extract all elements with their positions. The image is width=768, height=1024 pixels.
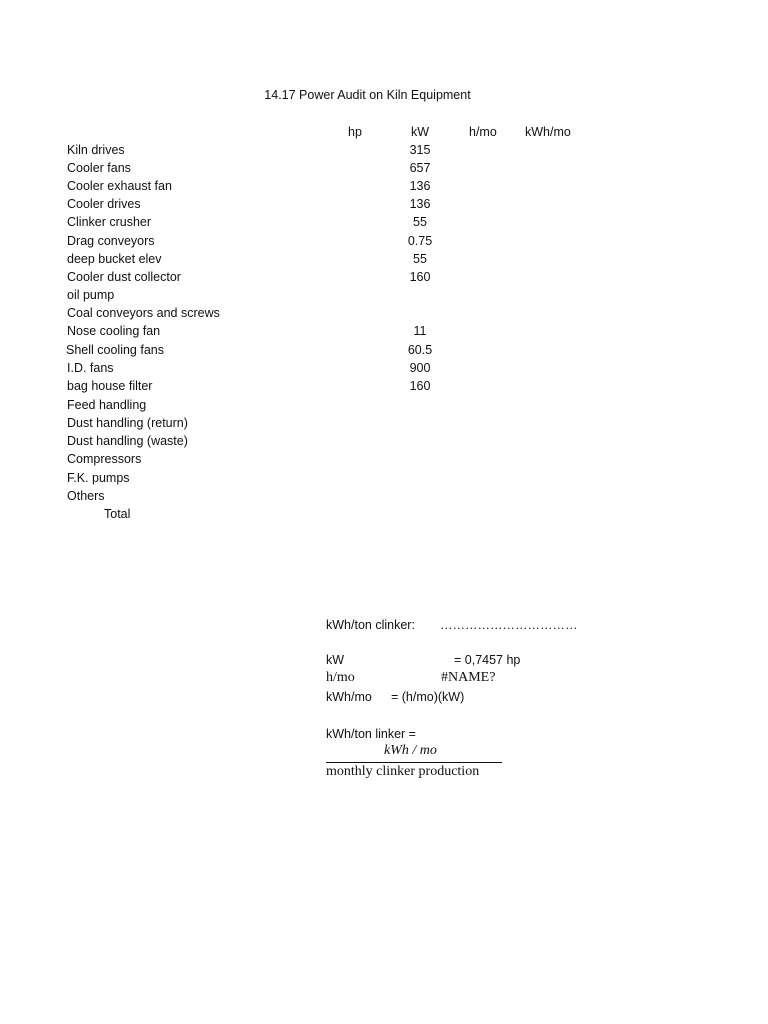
kw-value: 160 bbox=[409, 270, 431, 284]
fraction-line bbox=[326, 762, 502, 763]
equipment-label: Dust handling (return) bbox=[67, 416, 188, 430]
kwh-per-ton-label: kWh/ton clinker: bbox=[326, 618, 415, 632]
equipment-label: oil pump bbox=[67, 288, 115, 302]
table-row bbox=[0, 270, 768, 288]
table-row bbox=[0, 197, 768, 215]
column-header-kw: kW bbox=[411, 125, 430, 139]
kw-value: 55 bbox=[413, 252, 427, 266]
equipment-label: Cooler fans bbox=[67, 161, 131, 175]
kw-value: 136 bbox=[409, 197, 431, 211]
table-row bbox=[0, 379, 768, 397]
kwhmo-label: kWh/mo bbox=[326, 690, 372, 704]
equipment-label: Others bbox=[67, 489, 105, 503]
column-header-kwhmo: kWh/mo bbox=[525, 125, 571, 139]
kw-conversion: = 0,7457 hp bbox=[454, 653, 521, 667]
equipment-label: Coal conveyors and screws bbox=[67, 306, 220, 320]
equipment-label: deep bucket elev bbox=[67, 252, 162, 266]
equipment-label: Compressors bbox=[67, 452, 142, 466]
table-row bbox=[0, 343, 768, 361]
table-row bbox=[0, 416, 768, 434]
equipment-label: Cooler drives bbox=[67, 197, 141, 211]
kw-value: 160 bbox=[409, 379, 431, 393]
table-row bbox=[0, 143, 768, 161]
kw-value: 315 bbox=[409, 143, 431, 157]
table-row bbox=[0, 215, 768, 233]
equipment-label: Kiln drives bbox=[67, 143, 125, 157]
table-row bbox=[0, 288, 768, 306]
kw-value: 900 bbox=[409, 361, 431, 375]
table-row bbox=[0, 306, 768, 324]
formula-denominator: monthly clinker production bbox=[326, 764, 480, 779]
table-row bbox=[0, 361, 768, 379]
table-row bbox=[0, 234, 768, 252]
table-row bbox=[0, 179, 768, 197]
equipment-label: F.K. pumps bbox=[67, 471, 130, 485]
page-title: 14.17 Power Audit on Kiln Equipment bbox=[264, 88, 471, 102]
hmo-value: #NAME? bbox=[441, 670, 496, 685]
equipment-label: Feed handling bbox=[67, 398, 147, 412]
equipment-label: bag house filter bbox=[67, 379, 153, 393]
table-row bbox=[0, 398, 768, 416]
kwhmo-formula: = (h/mo)(kW) bbox=[391, 690, 465, 704]
equipment-label: Cooler dust collector bbox=[67, 270, 181, 284]
table-row bbox=[0, 324, 768, 342]
table-row bbox=[0, 434, 768, 452]
equipment-label: I.D. fans bbox=[67, 361, 114, 375]
equipment-label: Dust handling (waste) bbox=[67, 434, 188, 448]
kw-value: 60.5 bbox=[407, 343, 433, 357]
table-row-total bbox=[0, 507, 768, 525]
table-row bbox=[0, 471, 768, 489]
kwh-per-ton-value: …………………………… bbox=[440, 618, 578, 632]
table-row bbox=[0, 252, 768, 270]
kw-value: 657 bbox=[409, 161, 431, 175]
total-label: Total bbox=[104, 507, 131, 521]
hmo-label: h/mo bbox=[326, 670, 355, 685]
kw-value: 55 bbox=[413, 215, 427, 229]
equipment-label: Shell cooling fans bbox=[66, 343, 164, 357]
table-row bbox=[0, 489, 768, 507]
formula-numerator: kWh / mo bbox=[384, 743, 437, 758]
kw-value: 11 bbox=[413, 324, 427, 338]
column-header-hp: hp bbox=[348, 125, 362, 139]
table-row bbox=[0, 161, 768, 179]
kw-label: kW bbox=[326, 653, 345, 667]
equipment-label: Drag conveyors bbox=[67, 234, 155, 248]
table-row bbox=[0, 452, 768, 470]
equipment-label: Nose cooling fan bbox=[67, 324, 161, 338]
formula-label: kWh/ton linker = bbox=[326, 727, 416, 741]
equipment-label: Clinker crusher bbox=[67, 215, 152, 229]
kw-value: 136 bbox=[409, 179, 431, 193]
equipment-label: Cooler exhaust fan bbox=[67, 179, 172, 193]
kw-value: 0.75 bbox=[407, 234, 433, 248]
column-header-hmo: h/mo bbox=[469, 125, 497, 139]
